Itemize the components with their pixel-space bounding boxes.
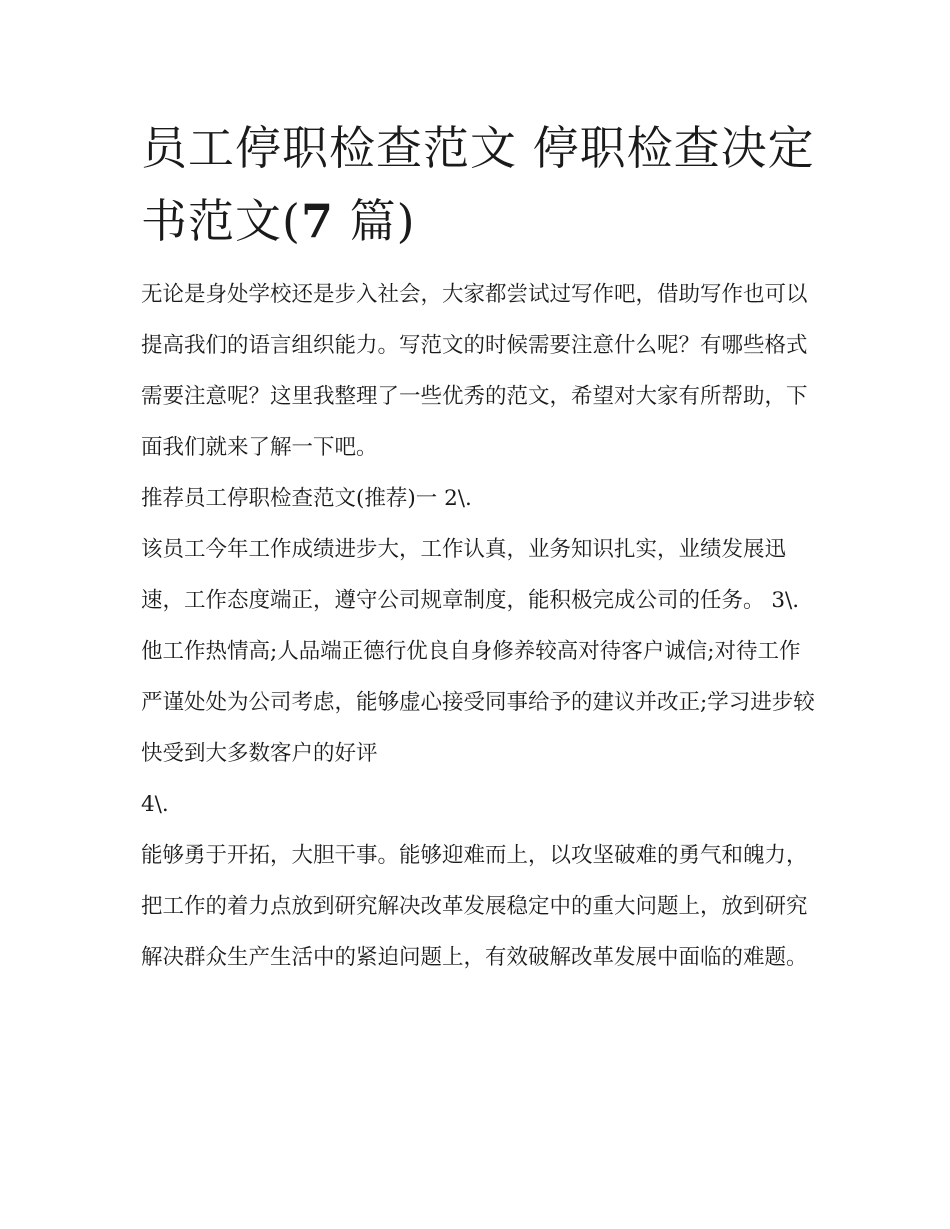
paragraph-2: 该员工今年工作成绩进步大，工作认真，业务知识扎实，业绩发展迅速，工作态度端正，遵守公司规章制度，能积极完成公司的任务。 3\.: [141, 537, 800, 613]
title-number: 7: [300, 194, 334, 248]
intro-paragraph: 无论是身处学校还是步入社会，大家都尝试过写作吧，借助写作也可以提高我们的语言组织能力。写范文的时候需要注意什么呢？有哪些格式需要注意呢？这里我整理了一些优秀的范文，希望对大家有所帮助，下面我们就来了解一下吧。: [141, 282, 808, 460]
document-title: [141, 112, 817, 258]
document-page: [141, 112, 817, 983]
paragraph-4: 能够勇于开拓，大胆干事。能够迎难而上，以攻坚破难的勇气和魄力，把工作的着力点放到研究解决改革发展稳定中的重大问题上，放到研究解决群众生产生活中的紧迫问题上，有效破解改革发展中面临的难题。: [141, 843, 808, 970]
paragraph-3: 他工作热情高;人品端正德行优良自身修养较高对待客户诚信;对待工作严谨处处为公司考虑，能够虚心接受同事给予的建议并改正;学习进步较快受到大多数客户的好评: [141, 639, 815, 766]
paragraph-number-4: 4\.: [141, 792, 169, 817]
title-text-1: 员工停职检查范文 停职检查决定书范文(: [141, 121, 815, 248]
recommend-heading: 推荐员工停职检查范文(推荐)一 2\.: [141, 486, 472, 511]
title-text-2: 篇): [333, 194, 416, 248]
